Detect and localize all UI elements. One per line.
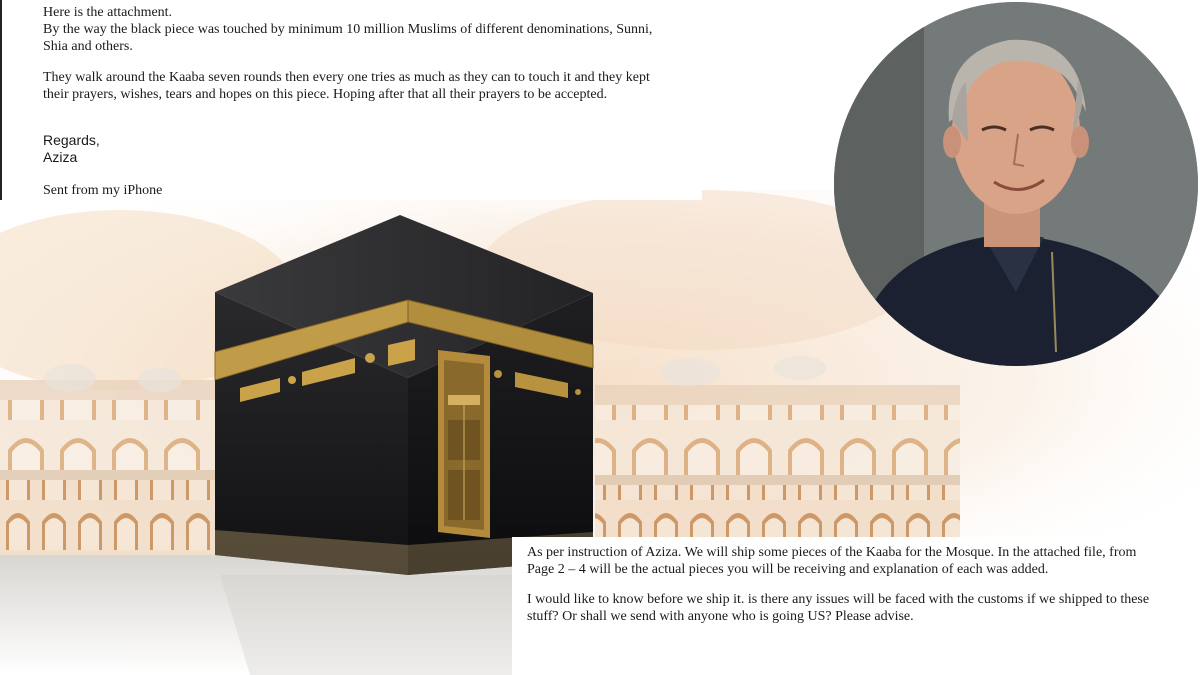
email-line: They walk around the Kaaba seven rounds then every one tries as much as they can to touch it and they kept [43, 70, 650, 85]
person-portrait [834, 2, 1198, 366]
email-bottom [512, 537, 1200, 675]
email-line: Shia and others. [43, 39, 133, 54]
email-line: As per instruction of Aziza. We will ship some pieces of the Kaaba for the Mosque. In the attached file, from [527, 545, 1137, 560]
email-top [0, 0, 702, 200]
portrait-photo [834, 2, 1198, 366]
email-line: stuff? Or shall we send with anyone who is going US? Please advise. [527, 609, 914, 624]
email-line: I would like to know before we ship it. is there any issues will be faced with the customs if we shipped to these [527, 592, 1150, 607]
email-closing: Regards, [43, 132, 100, 148]
email-signature: Aziza [43, 149, 78, 165]
email-line: their prayers, wishes, tears and hopes on this piece. Hoping after that all their prayers to be accepted. [43, 87, 608, 102]
email-line: By the way the black piece was touched by minimum 10 million Muslims of different denominations, Sunni, [43, 22, 653, 37]
email-line: Page 2 – 4 will be the actual pieces you will be receiving and explanation of each was added. [527, 562, 1049, 577]
email-sent-from: Sent from my iPhone [43, 183, 163, 198]
email-line: Here is the attachment. [43, 5, 173, 20]
